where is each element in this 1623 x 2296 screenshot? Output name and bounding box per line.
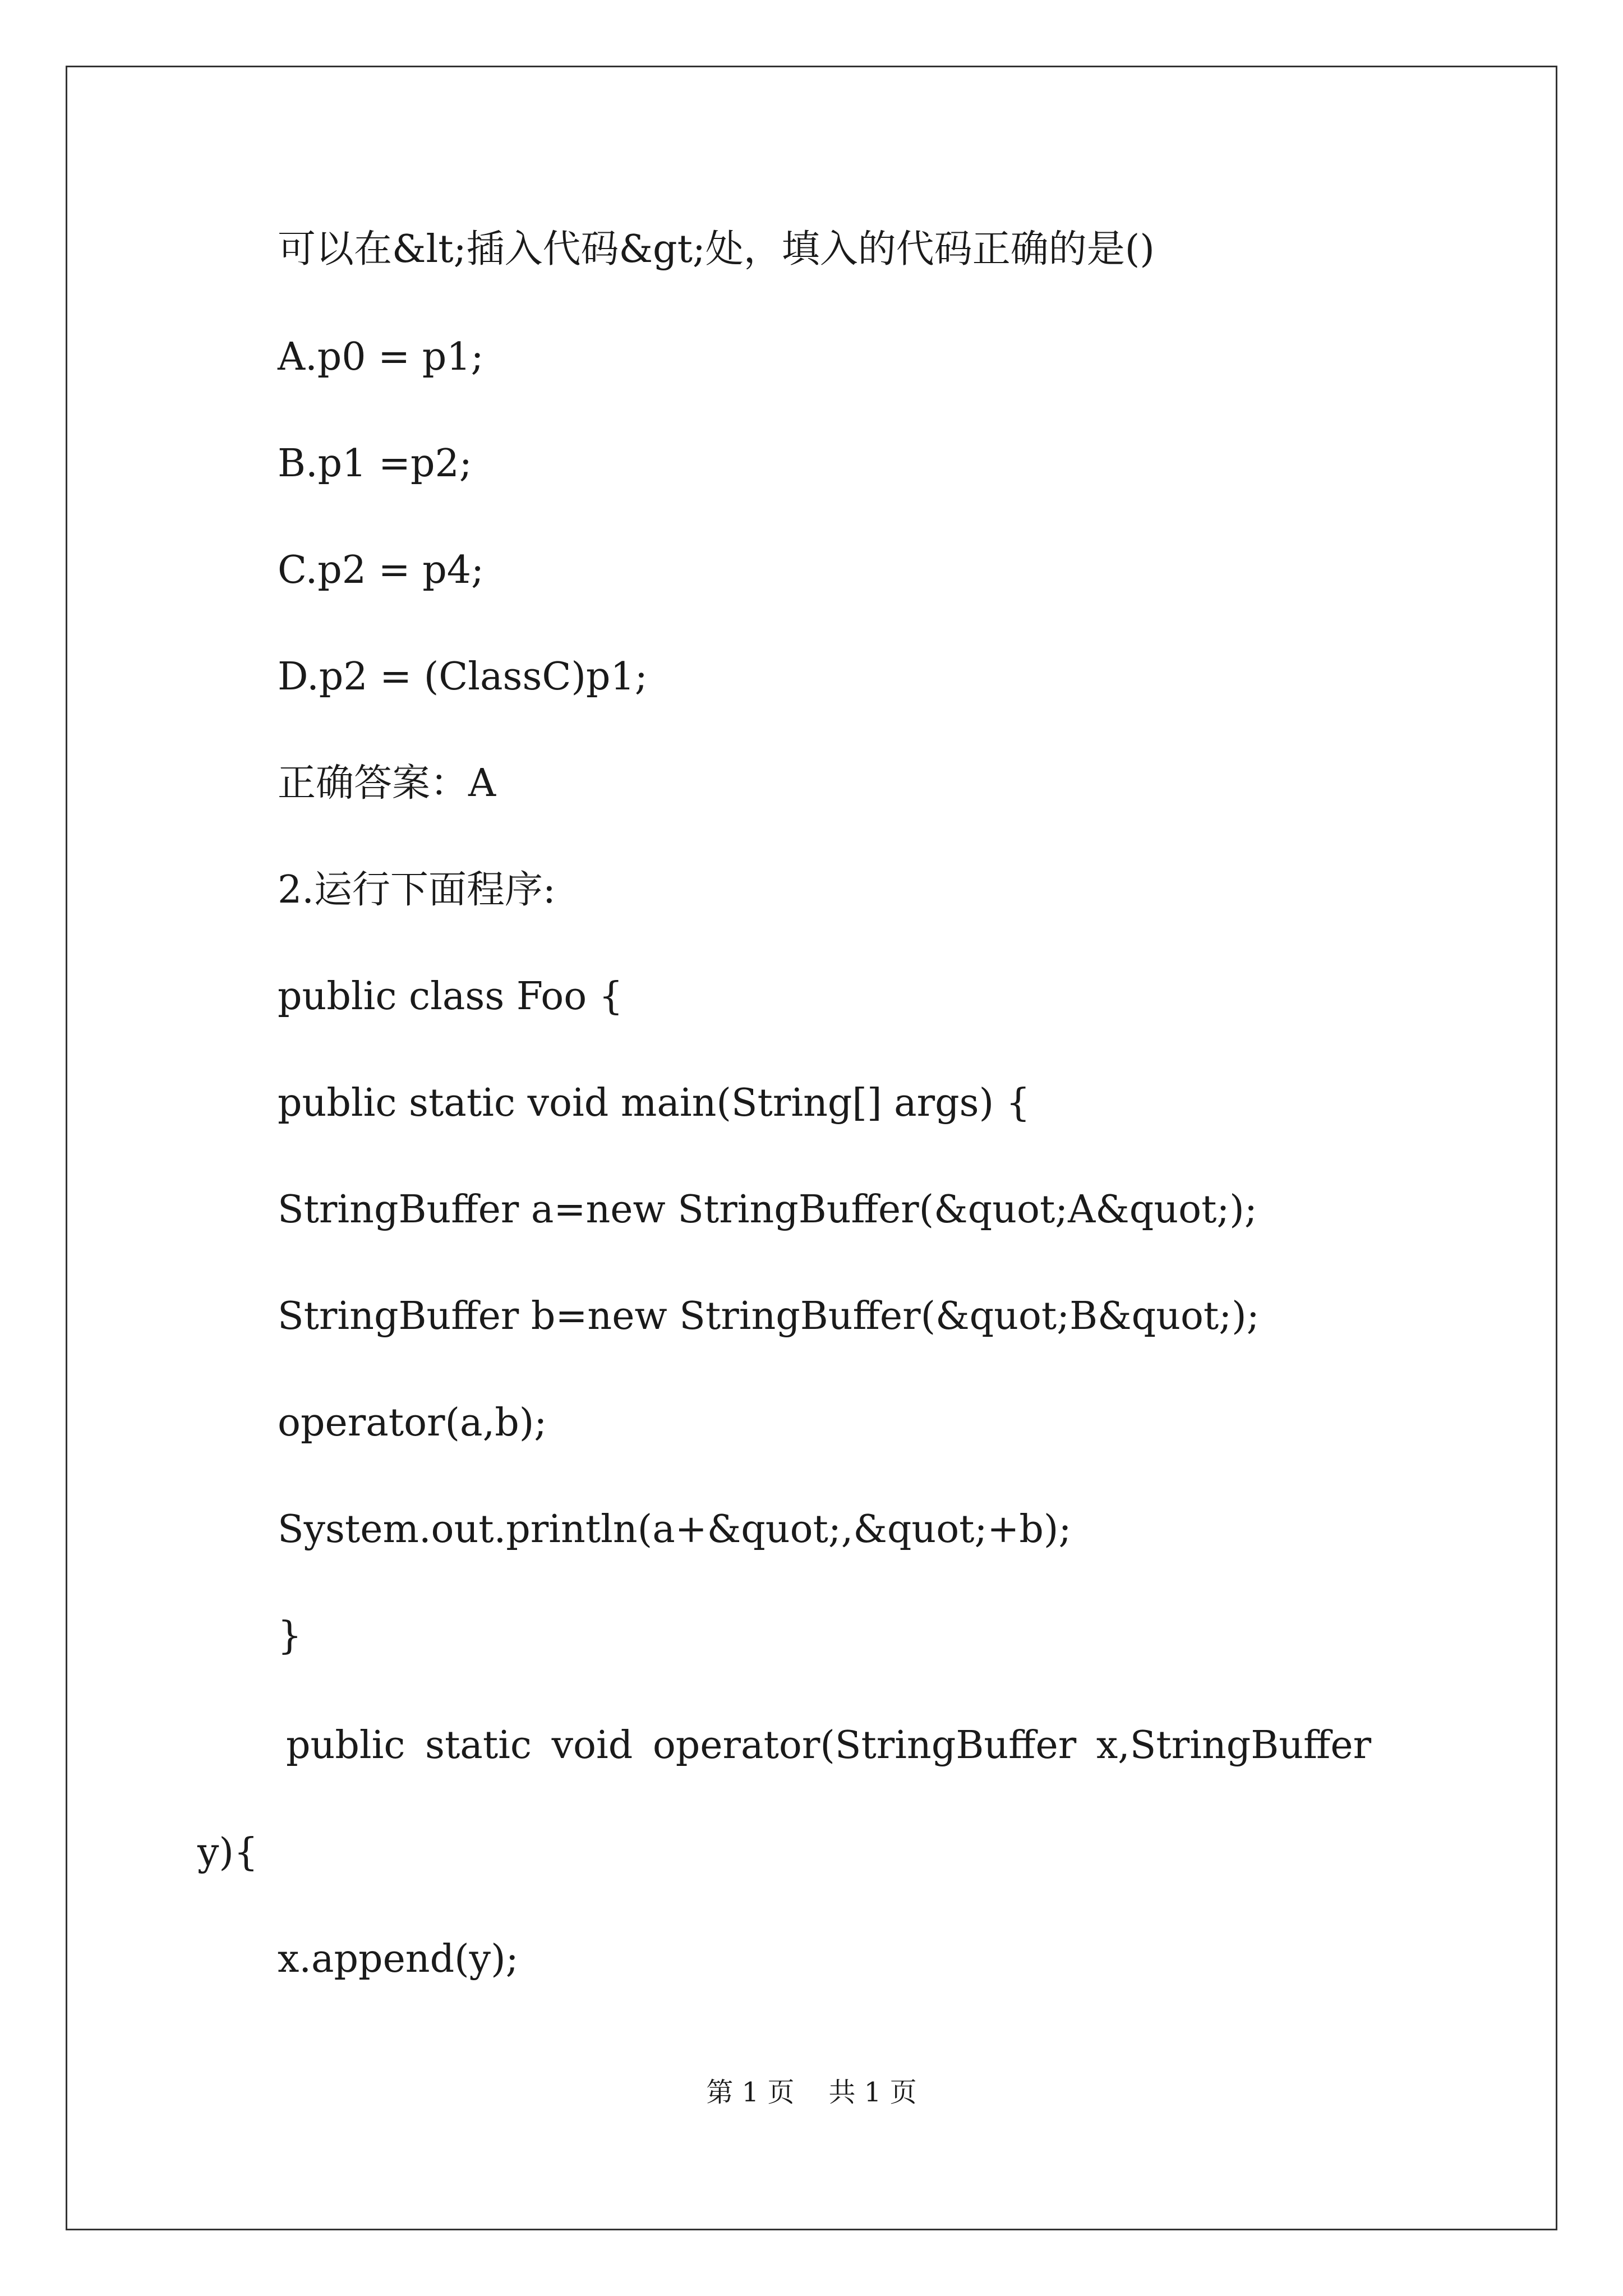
code-line: public static void operator(StringBuffer x,StringBuffer xyxy=(286,1723,1372,1768)
option-b: B.p1 =p2; xyxy=(278,441,472,486)
question-2-title: 2.运行下面程序: xyxy=(278,868,556,912)
answer-line: 正确答案：A xyxy=(278,761,496,806)
code-line: System.out.println(a+&quot;,&quot;+b); xyxy=(278,1507,1072,1552)
code-line: StringBuffer a=new StringBuffer(&quot;A&quot;); xyxy=(278,1188,1257,1232)
option-c: C.p2 = p4; xyxy=(278,548,484,592)
code-line: StringBuffer b=new StringBuffer(&quot;B&quot;); xyxy=(278,1294,1260,1338)
code-line: public class Foo { xyxy=(278,974,624,1019)
code-line: x.append(y); xyxy=(278,1937,519,1981)
page-border xyxy=(66,66,1557,2230)
code-line: } xyxy=(278,1614,302,1658)
code-line-continuation: y){ xyxy=(197,1830,259,1875)
code-line: public static void main(String[] args) { xyxy=(278,1081,1030,1125)
page-footer: 第 1 页 共 1 页 xyxy=(706,2077,917,2108)
option-a: A.p0 = p1; xyxy=(278,335,484,379)
question-stem: 可以在&lt;插入代码&gt;处，填入的代码正确的是() xyxy=(278,227,1155,272)
code-line: operator(a,b); xyxy=(278,1401,547,1445)
option-d: D.p2 = (ClassC)p1; xyxy=(278,655,648,699)
